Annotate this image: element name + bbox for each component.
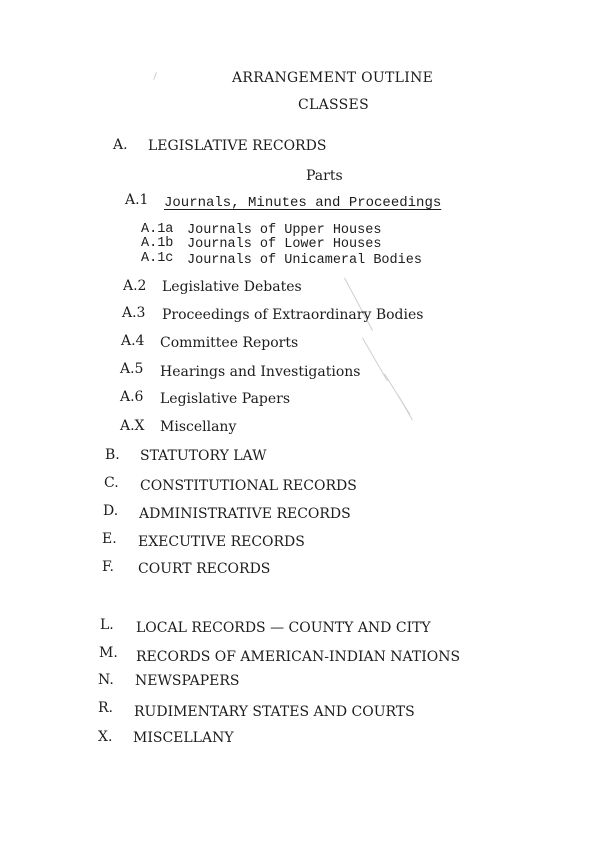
class-code: E. <box>102 531 117 547</box>
class-code: F. <box>102 559 114 575</box>
part-code: A.3 <box>122 305 146 321</box>
part-label: Hearings and Investigations <box>160 364 361 380</box>
class-code: B. <box>105 447 120 463</box>
part-code: A.1 <box>125 192 149 208</box>
subpart-code: A.1b <box>141 236 174 251</box>
scan-mark <box>398 396 413 421</box>
class-label: EXECUTIVE RECORDS <box>138 534 305 550</box>
part-code: A.6 <box>120 389 144 405</box>
part-label: Legislative Papers <box>160 391 291 407</box>
part-label: Committee Reports <box>160 335 299 351</box>
class-code: X. <box>98 729 113 745</box>
class-code: M. <box>99 645 118 661</box>
parts-label: Parts <box>306 168 343 184</box>
part-label: Proceedings of Extraordinary Bodies <box>162 307 424 323</box>
class-label: LOCAL RECORDS — COUNTY AND CITY <box>136 620 431 636</box>
part-code: A.2 <box>123 278 147 294</box>
class-label: NEWSPAPERS <box>135 673 240 689</box>
subpart-label: Journals of Unicameral Bodies <box>187 253 422 268</box>
class-code: D. <box>103 503 119 519</box>
class-code: L. <box>100 617 114 633</box>
subpart-code: A.1c <box>141 251 174 266</box>
class-label: MISCELLANY <box>133 730 234 746</box>
subpart-label: Journals of Upper Houses <box>187 223 382 238</box>
part-code: A.5 <box>120 361 144 377</box>
class-label: RUDIMENTARY STATES AND COURTS <box>134 704 415 720</box>
class-label: STATUTORY LAW <box>140 448 267 464</box>
subpart-code: A.1a <box>141 222 174 237</box>
page-title: ARRANGEMENT OUTLINE <box>232 70 434 86</box>
class-code: R. <box>98 700 113 716</box>
page-subtitle: CLASSES <box>298 97 369 113</box>
part-label: Miscellany <box>160 419 237 435</box>
scan-mark <box>153 72 157 80</box>
class-label: ADMINISTRATIVE RECORDS <box>139 506 351 522</box>
class-label: CONSTITUTIONAL RECORDS <box>140 478 357 494</box>
part-code: A.4 <box>121 333 145 349</box>
part-label: Legislative Debates <box>162 279 302 295</box>
subpart-label: Journals of Lower Houses <box>187 237 382 252</box>
class-label: RECORDS OF AMERICAN-INDIAN NATIONS <box>136 649 461 665</box>
class-code: N. <box>98 672 114 688</box>
class-title: LEGISLATIVE RECORDS <box>148 138 327 154</box>
part-code: A.X <box>120 418 145 434</box>
class-label: COURT RECORDS <box>138 561 271 577</box>
class-code: A. <box>113 137 128 153</box>
class-code: C. <box>104 475 119 491</box>
part-label: Journals, Minutes and Proceedings <box>164 195 442 211</box>
